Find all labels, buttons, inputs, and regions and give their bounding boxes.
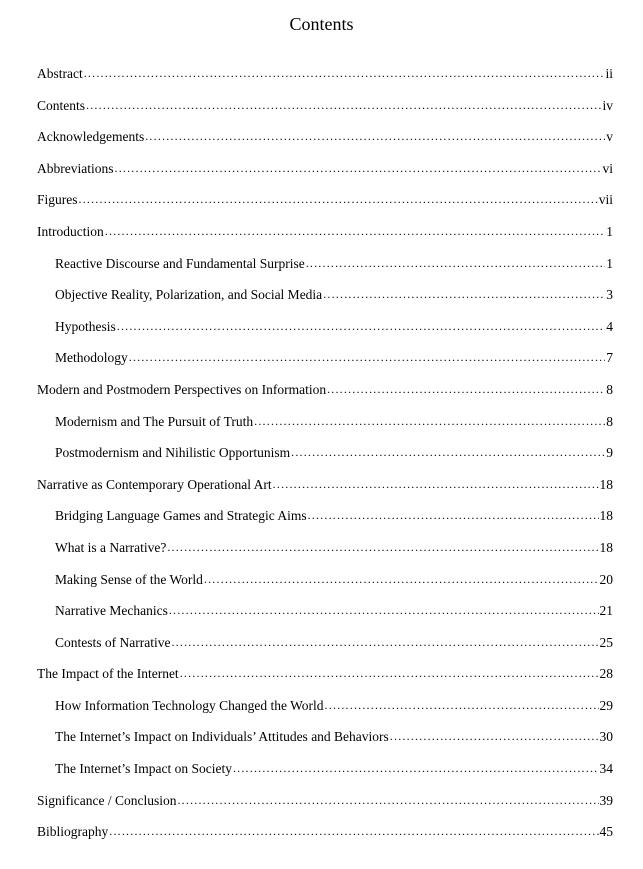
toc-entry-page: 34 [599,761,613,777]
toc-entry-label: Abstract [37,66,83,81]
dot-leader [169,599,599,621]
dot-leader [254,410,605,432]
table-of-contents [37,63,613,853]
toc-subentry[interactable] [37,316,613,348]
toc-entry-page: 1 [606,255,613,271]
toc-entry[interactable] [37,821,613,853]
toc-entry-label: What is a Narrative? [55,539,167,555]
toc-subentry[interactable] [37,726,613,758]
dot-leader [129,346,606,368]
toc-entry-page: 9 [606,445,613,461]
toc-entry-label: The Internet’s Impact on Individuals’ Attitudes and Behaviors [55,729,389,745]
dot-leader [167,536,598,558]
dot-leader [177,789,598,811]
toc-entry[interactable] [37,790,613,822]
toc-subentry[interactable] [37,505,613,537]
toc-entry-label: How Information Technology Changed the World [55,697,324,713]
dot-leader [115,157,602,179]
toc-entry-label: Objective Reality, Polarization, and Social Media [55,287,323,303]
toc-entry-page: 1 [606,223,613,239]
toc-entry-page: 30 [599,729,613,745]
toc-entry-label: Significance / Conclusion [37,792,177,808]
dot-leader [105,220,606,242]
toc-entry-label: Bridging Language Games and Strategic Aims [55,508,307,524]
dot-leader [84,62,605,84]
dot-leader [109,820,598,842]
toc-entry[interactable] [37,663,613,695]
toc-entry[interactable] [37,158,613,190]
dot-leader [117,315,606,337]
toc-entry-page: 18 [599,539,613,555]
toc-entry[interactable] [37,126,613,158]
toc-entry-page: 4 [606,318,613,334]
toc-entry-page: 20 [599,571,613,587]
toc-entry-page: 39 [599,792,613,808]
toc-entry-page: 18 [599,476,613,492]
toc-subentry[interactable] [37,569,613,601]
toc-entry-page: ii [605,66,613,81]
dot-leader [171,631,598,653]
toc-entry-page: vii [598,192,613,208]
toc-subentry[interactable] [37,632,613,664]
dot-leader [204,568,599,590]
dot-leader [390,725,599,747]
toc-entry-page: iv [602,97,613,113]
toc-entry-label: Reactive Discourse and Fundamental Surprise [55,255,305,271]
dot-leader [233,757,599,779]
toc-subentry[interactable] [37,600,613,632]
page-title: Contents [289,14,354,34]
toc-entry-page: 7 [606,350,613,366]
dot-leader [79,188,598,210]
toc-entry-label: Narrative as Contemporary Operational Art [37,476,272,492]
dot-leader [323,283,605,305]
toc-entry-label: Postmodernism and Nihilistic Opportunism [55,445,291,461]
toc-entry[interactable] [37,63,613,95]
dot-leader [180,662,599,684]
dot-leader [86,94,601,116]
toc-entry-page: 8 [606,413,613,429]
toc-entry-page: 21 [599,603,613,619]
toc-subentry[interactable] [37,284,613,316]
toc-entry-label: Introduction [37,223,104,239]
dot-leader [145,125,605,147]
toc-subentry[interactable] [37,411,613,443]
toc-subentry[interactable] [37,695,613,727]
toc-entry[interactable] [37,221,613,253]
toc-subentry[interactable] [37,442,613,474]
toc-entry-label: Modernism and The Pursuit of Truth [55,413,254,429]
toc-entry-label: Bibliography [37,824,109,840]
dot-leader [327,378,605,400]
toc-entry-page: 8 [606,381,613,397]
toc-subentry[interactable] [37,253,613,285]
toc-entry[interactable] [37,189,613,221]
dot-leader [291,441,605,463]
toc-entry-label: Making Sense of the World [55,571,203,587]
dot-leader [325,694,599,716]
toc-subentry[interactable] [37,758,613,790]
toc-entry[interactable] [37,474,613,506]
toc-entry-page: 45 [599,824,613,840]
toc-entry-label: Contests of Narrative [55,634,171,650]
toc-entry-page: 28 [599,666,613,682]
toc-entry-label: Figures [37,192,78,208]
toc-entry-label: Abbreviations [37,160,114,176]
dot-leader [308,504,599,526]
dot-leader [306,252,606,274]
toc-entry-page: v [606,129,613,145]
toc-subentry[interactable] [37,537,613,569]
toc-entry-label: The Internet’s Impact on Society [55,761,232,777]
toc-entry-page: 18 [599,508,613,524]
toc-entry-page: vi [602,160,613,176]
dot-leader [273,473,599,495]
toc-entry-label: Acknowledgements [37,129,145,145]
toc-entry-label: Contents [37,97,86,113]
toc-entry-label: The Impact of the Internet [37,666,179,682]
toc-entry-label: Methodology [55,350,128,366]
toc-entry[interactable] [37,379,613,411]
toc-entry-page: 25 [599,634,613,650]
toc-entry-label: Narrative Mechanics [55,603,168,619]
toc-entry[interactable] [37,95,613,127]
toc-entry-page: 3 [606,287,613,303]
toc-entry-page: 29 [599,697,613,713]
toc-subentry[interactable] [37,347,613,379]
toc-entry-label: Modern and Postmodern Perspectives on Information [37,381,327,397]
toc-entry-label: Hypothesis [55,318,116,334]
